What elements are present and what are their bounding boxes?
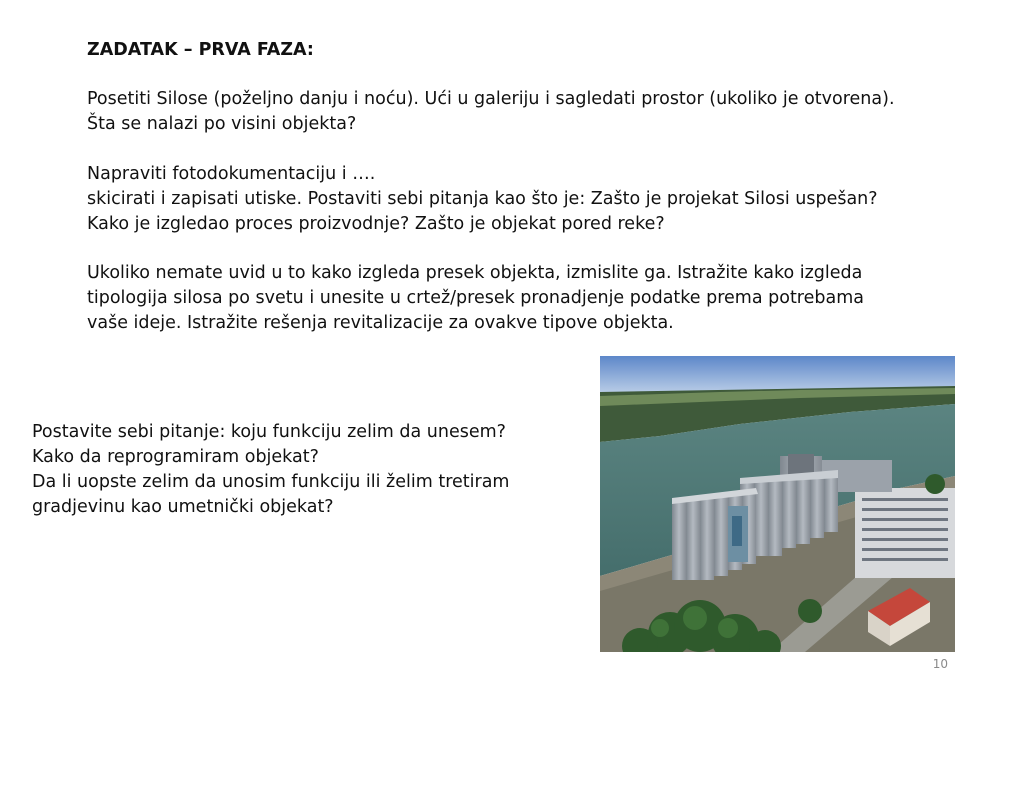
instruction-paragraph-1	[87, 87, 895, 137]
text-line: tipologija silosa po svetu i unesite u crtež/presek pronadjenje podatke prema potrebama	[87, 288, 864, 308]
text-line: vaše ideje. Istražite rešenja revitalizacije za ovakve tipove objekta.	[87, 313, 674, 333]
text-line: Postavite sebi pitanje: koju funkciju zelim da unesem?	[32, 422, 506, 442]
text-line: Kako je izgledao proces proizvodnje? Zašto je objekat pored reke?	[87, 214, 665, 234]
text-line: Napraviti fotodokumentaciju i ….	[87, 164, 376, 184]
text-line: Da li uopste zelim da unosim funkciju ili želim tretiram	[32, 472, 510, 492]
text-line: Kako da reprogramiram objekat?	[32, 447, 319, 467]
instruction-paragraph-3	[87, 261, 864, 336]
page-number: 10	[932, 657, 948, 671]
text-line: Posetiti Silose (poželjno danju i noću). Ući u galeriju i sagledati prostor (ukoliko je otvorena).	[87, 89, 895, 109]
slide-heading: ZADATAK – PRVA FAZA:	[87, 40, 314, 60]
question-paragraph	[32, 420, 509, 520]
text-line: skicirati i zapisati utiske. Postaviti sebi pitanja kao što je: Zašto je projekat Silosi uspešan?	[87, 189, 878, 209]
text-line: Šta se nalazi po visini objekta?	[87, 114, 357, 134]
silos-aerial-photo	[600, 356, 955, 652]
text-line: Ukoliko nemate uvid u to kako izgleda presek objekta, izmislite ga. Istražite kako izgleda	[87, 263, 863, 283]
text-line: gradjevinu kao umetnički objekat?	[32, 497, 334, 517]
instruction-paragraph-2	[87, 162, 878, 237]
